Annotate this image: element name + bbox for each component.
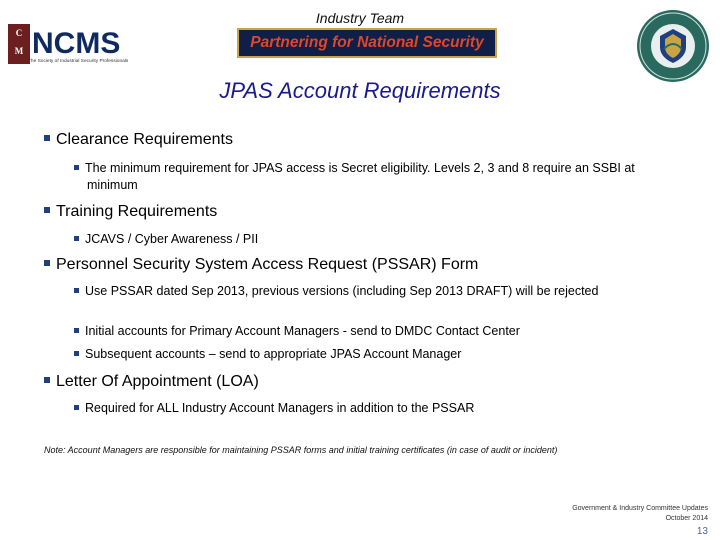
footnote: Note: Account Managers are responsible for maintaining PSSAR forms and initial training certificates (in case of audit or incident)	[44, 445, 558, 455]
bullet-icon	[44, 207, 50, 213]
bullet-icon	[44, 377, 50, 383]
cm-logo-mark	[8, 24, 30, 64]
pssar-item-3: Subsequent accounts – send to appropriate JPAS Account Manager	[74, 346, 687, 363]
dss-seal-icon	[636, 9, 710, 83]
partnering-banner	[237, 28, 497, 58]
team-label: Industry Team	[315, 10, 405, 26]
page-title: JPAS Account Requirements	[219, 78, 501, 103]
clearance-item: The minimum requirement for JPAS access is Secret eligibility. Levels 2, 3 and 8 require an SSBI at minimum	[74, 160, 687, 194]
pssar-item-2: Initial accounts for Primary Account Managers - send to DMDC Contact Center	[74, 323, 687, 340]
bullet-icon	[74, 165, 79, 170]
loa-item: Required for ALL Industry Account Managers in addition to the PSSAR	[74, 400, 687, 417]
section-clearance-heading: Clearance Requirements	[44, 131, 233, 149]
pssar-item-1: Use PSSAR dated Sep 2013, previous versions (including Sep 2013 DRAFT) will be rejected	[74, 283, 687, 300]
ncms-logo	[8, 24, 153, 70]
bullet-icon	[74, 351, 79, 356]
bullet-icon	[74, 236, 79, 241]
page-number: 13	[696, 526, 708, 537]
section-pssar-heading: Personnel Security System Access Request (PSSAR) Form	[44, 256, 478, 274]
bullet-icon	[74, 405, 79, 410]
bullet-icon	[44, 260, 50, 266]
bullet-icon	[74, 288, 79, 293]
section-training-heading: Training Requirements	[44, 203, 217, 221]
logo-letter-c: C	[15, 28, 23, 38]
logo-letter-m: M	[14, 46, 24, 56]
training-item: JCAVS / Cyber Awareness / PII	[74, 231, 687, 248]
bullet-icon	[44, 135, 50, 141]
footer-line-1: Government & Industry Committee Updates	[572, 505, 708, 512]
bullet-icon	[74, 328, 79, 333]
banner-text: Partnering for National Security	[250, 34, 484, 51]
ncms-tagline: The Society of Industrial Security Professionals	[28, 59, 129, 64]
footer-line-2: October 2014	[665, 515, 708, 522]
footer-text	[572, 504, 708, 524]
section-loa-heading: Letter Of Appointment (LOA)	[44, 373, 259, 391]
ncms-wordmark: NCMS	[32, 27, 121, 60]
